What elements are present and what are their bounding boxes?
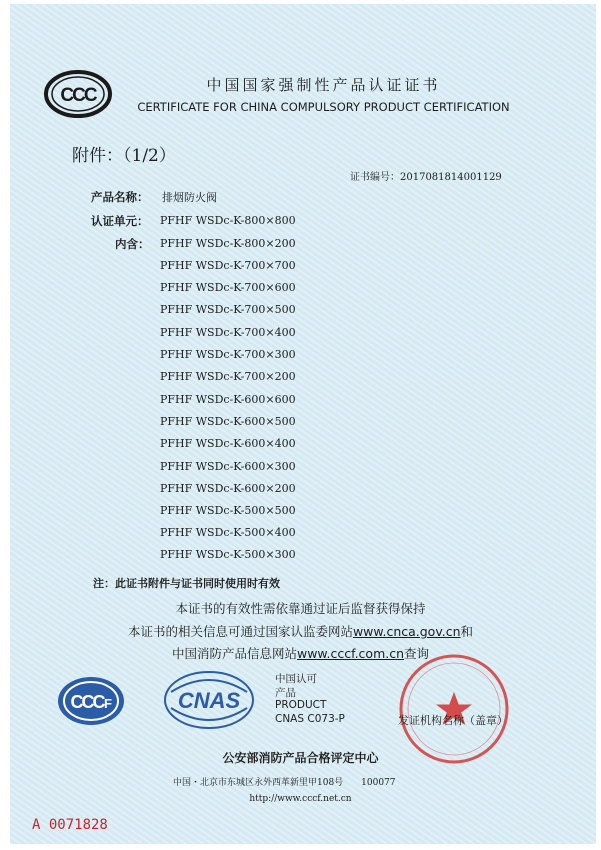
issuer-label: 发证机构名称（盖章） [398,714,508,727]
model-item: PFHF WSDc-K-600×400 [160,437,296,450]
issuing-organization: 公安部消防产品合格评定中心 [222,751,379,765]
unit-label: 认证单元： [91,214,149,228]
model-item: PFHF WSDc-K-600×500 [160,415,296,428]
title-chinese: 中国国家强制性产品认证证书 [206,76,441,94]
model-item: PFHF WSDc-K-600×200 [160,482,296,495]
certificate-number: 证书编号：2017081814001129 [350,172,502,183]
unit-value: PFHF WSDc-K-800×800 [160,214,296,227]
title-english: CERTIFICATE FOR CHINA COMPULSORY PRODUCT CERTIFICATION [137,100,510,114]
model-item: PFHF WSDc-K-700×200 [160,370,296,383]
model-item: PFHF WSDc-K-500×500 [160,504,296,517]
model-item: PFHF WSDc-K-500×400 [160,526,296,539]
serial-number: A 0071828 [32,817,108,833]
validity-line-2-suffix: 和 [460,624,474,639]
model-item: PFHF WSDc-K-800×200 [160,237,296,250]
cccf-logo-icon [56,675,126,727]
cnas-info-line: CNAS C073-P [275,713,345,725]
product-name-label: 产品名称： [91,190,149,204]
validity-note: 注：此证书附件与证书同时使用时有效 [93,577,280,590]
model-item: PFHF WSDc-K-600×300 [160,460,296,473]
model-item: PFHF WSDc-K-500×300 [160,548,296,561]
model-item: PFHF WSDc-K-600×600 [160,393,296,406]
validity-line-3-text: 中国消防产品信息网站 [171,646,297,661]
cnas-info-line: PRODUCT [275,699,327,711]
validity-line-3-suffix: 查询 [404,646,430,661]
validity-line-2 [0,622,601,640]
model-item: PFHF WSDc-K-700×400 [160,326,296,339]
cnas-logo-text: CNAS [177,688,241,713]
model-item: PFHF WSDc-K-700×600 [160,281,296,294]
cccf-logo-f: F [104,696,112,711]
model-item: PFHF WSDc-K-700×300 [160,348,296,361]
cnas-info-line: 中国认可 [275,673,317,685]
organization-address: 中国・北京市东城区永外西革新里甲108号 100077 [173,778,396,788]
attachment-label: 附件：（1/2） [72,146,176,166]
validity-line-1: 本证书的有效性需依靠通过证后监督获得保持 [175,601,426,616]
ccc-logo-text: CCC [60,85,96,106]
cnas-logo-icon [163,670,255,730]
cnas-info-line: 产品 [275,687,296,699]
cccf-logo-text: CCC [70,692,104,712]
model-item: PFHF WSDc-K-700×500 [160,303,296,316]
cnca-link[interactable]: www.cnca.gov.cn [352,624,461,639]
product-name: 排烟防火阀 [162,191,217,204]
validity-line-2-text: 本证书的相关信息可通过国家认监委网站 [127,624,353,639]
organization-website[interactable]: http://www.cccf.net.cn [249,794,352,804]
cccf-link[interactable]: www.cccf.com.cn [296,646,405,661]
model-item: PFHF WSDc-K-700×700 [160,259,296,272]
contains-label: 内含： [115,237,150,251]
